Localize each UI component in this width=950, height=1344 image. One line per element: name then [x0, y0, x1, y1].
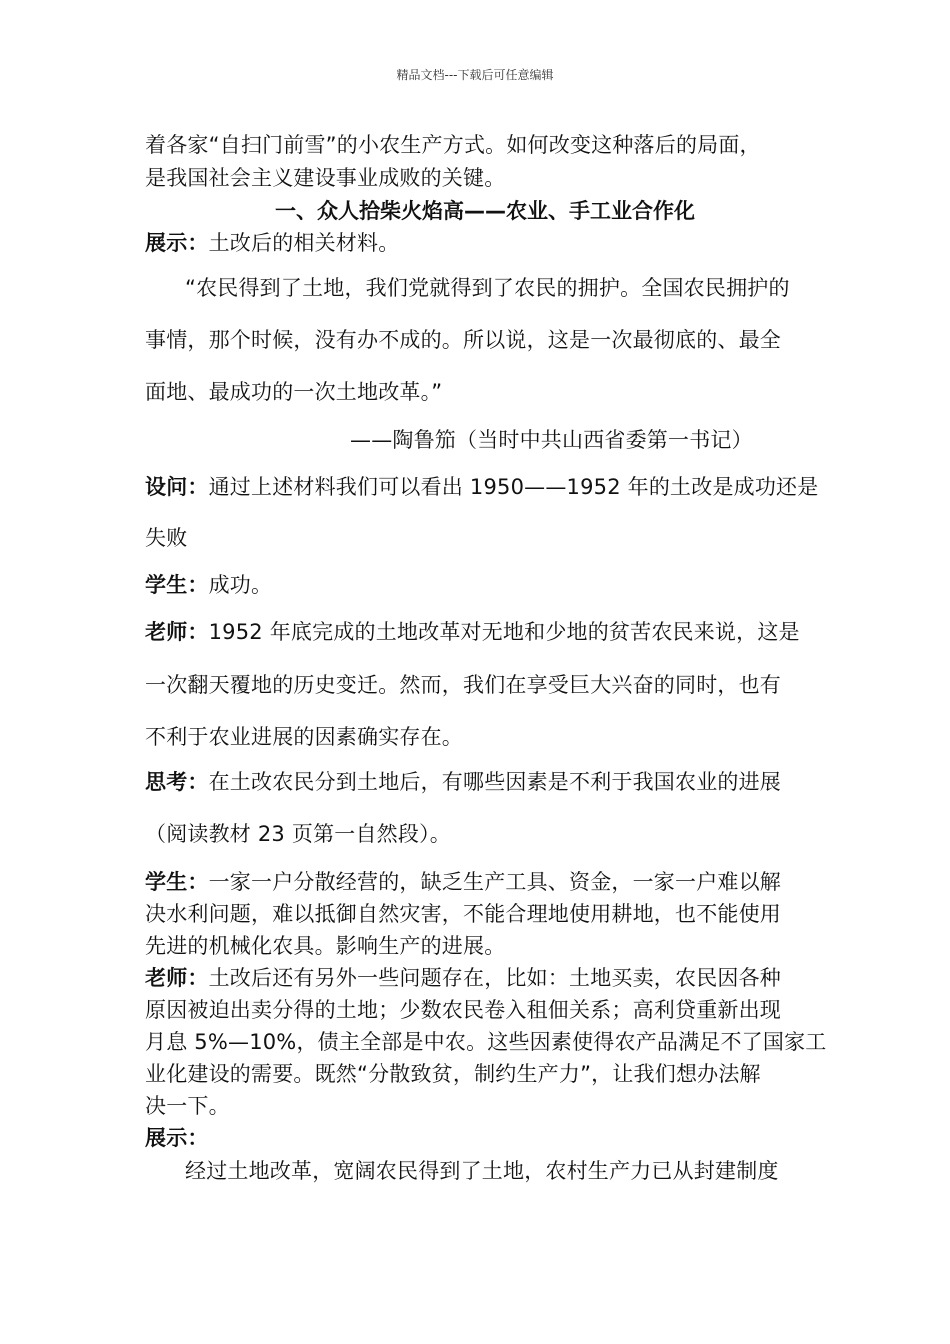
quote-line: “农民得到了土地，我们党就得到了农民的拥护。全国农民拥护的: [185, 276, 790, 300]
speaker-label: 展示：: [145, 231, 209, 255]
body-line: 是我国社会主义建设事业成败的关键。: [145, 166, 506, 190]
paragraph-student: [145, 868, 781, 896]
speaker-label: 学生：: [145, 870, 209, 894]
paragraph-teacher: [145, 964, 781, 992]
paragraph-teacher: [145, 618, 800, 646]
body-line: 先进的机械化农具。影响生产的进展。: [145, 934, 506, 958]
body-line: 失败: [145, 526, 188, 550]
paragraph-show-1: [145, 229, 399, 257]
body-text: 土改后还有另外一些问题存在，比如：土地买卖，农民因各种: [208, 966, 782, 990]
body-line: 月息 5%—10%，债主全部是中农。这些因素使得农产品满足不了国家工: [145, 1030, 827, 1054]
body-line: 业化建设的需要。既然“分散致贫，制约生产力”，让我们想办法解: [145, 1062, 761, 1086]
body-text: 成功。: [208, 573, 273, 597]
speaker-label: 学生：: [145, 573, 209, 597]
body-text: 土改后的相关材料。: [208, 231, 400, 255]
page-header: 精品文档---下载后可任意编辑: [396, 68, 554, 82]
speaker-label: 思考：: [145, 770, 209, 794]
quote-attribution: ——陶鲁笳（当时中共山西省委第一书记）: [350, 428, 753, 452]
section-heading: 一、众人拾柴火焰高——农业、手工业合作化: [275, 199, 695, 223]
body-line: 一次翻天覆地的历史变迁。然而，我们在享受巨大兴奋的同时，也有: [145, 673, 781, 697]
speaker-label: 老师：: [145, 620, 209, 644]
body-text: 一家一户分散经营的，缺乏生产工具、资金，一家一户难以解: [208, 870, 782, 894]
speaker-label: 老师：: [145, 966, 209, 990]
body-text: 在土改农民分到土地后，有哪些因素是不利于我国农业的进展: [208, 770, 782, 794]
body-line: 着各家“自扫门前雪”的小农生产方式。如何改变这种落后的局面，: [145, 133, 761, 157]
quote-line: 面地、最成功的一次土地改革。”: [145, 380, 443, 404]
paragraph-show-2: [145, 1124, 209, 1152]
paragraph-question: [145, 473, 818, 501]
body-line: （阅读教材 23 页第一自然段）。: [145, 822, 451, 846]
body-text: 通过上述材料我们可以看出 1950——1952 年的土改是成功还是: [208, 475, 819, 499]
quote-line: 事情，那个时候，没有办不成的。所以说，这是一次最彻底的、最全: [145, 328, 781, 352]
body-line: 不利于农业进展的因素确实存在。: [145, 725, 463, 749]
body-line: 经过土地改革，宽阔农民得到了土地，农村生产力已从封建制度: [185, 1159, 779, 1183]
body-text: 1952 年底完成的土地改革对无地和少地的贫苦农民来说，这是: [208, 620, 800, 644]
paragraph-think: [145, 768, 781, 796]
paragraph-student: [145, 571, 272, 599]
body-line: 原因被迫出卖分得的土地；少数农民卷入租佃关系；高利贷重新出现: [145, 998, 781, 1022]
body-line: 决水利问题，难以抵御自然灾害，不能合理地使用耕地，也不能使用: [145, 902, 781, 926]
speaker-label: 展示：: [145, 1126, 209, 1150]
speaker-label: 设问：: [145, 475, 209, 499]
body-line: 决一下。: [145, 1094, 230, 1118]
